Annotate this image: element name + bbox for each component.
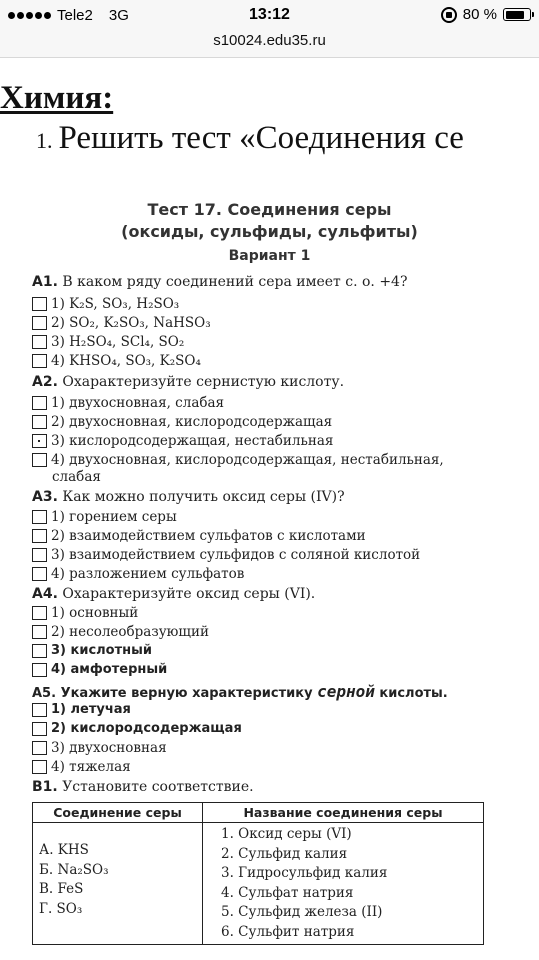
checkbox[interactable] <box>32 722 47 736</box>
option[interactable] <box>32 509 177 525</box>
question-id: A5. <box>32 686 57 701</box>
test-subtitle: (оксиды, сульфиды, сульфиты) <box>121 222 418 241</box>
option-label: 4) тяжелая <box>51 759 131 775</box>
option-label: 3) H₂SO₄, SCl₄, SO₂ <box>51 334 185 350</box>
option-continuation <box>52 469 101 485</box>
list-item: 6. Сульфит натрия <box>221 923 355 940</box>
checkbox[interactable] <box>32 663 47 677</box>
option-label: 4) разложением сульфатов <box>51 566 245 582</box>
page-title: Химия: <box>0 80 114 116</box>
list-item: А. KHS <box>39 842 89 858</box>
checkbox[interactable] <box>32 453 47 467</box>
question-id: A1. <box>32 274 58 290</box>
option[interactable] <box>32 334 184 350</box>
question-text: В каком ряду соединений сера имеет с. о. +4? <box>62 274 408 290</box>
checkbox[interactable] <box>32 354 47 368</box>
name-cell <box>203 823 484 945</box>
option-label: 3) взаимодействием сульфидов с соляной кислотой <box>51 547 421 563</box>
question-a2 <box>32 374 344 390</box>
question-a3 <box>32 489 345 505</box>
option-label: 2) взаимодействием сульфатов с кислотами <box>51 528 366 544</box>
option-label: 2) двухосновная, кислородсодержащая <box>51 414 333 430</box>
option[interactable] <box>32 452 444 468</box>
option[interactable] <box>32 662 167 677</box>
option[interactable] <box>32 395 224 411</box>
checkbox[interactable] <box>32 760 47 774</box>
list-item: Г. SO₃ <box>39 900 83 917</box>
question-text: Охарактеризуйте оксид серы (VI). <box>62 586 316 602</box>
option[interactable] <box>32 547 420 563</box>
option-label: 1) K₂S, SO₃, H₂SO₃ <box>51 296 180 312</box>
checkbox[interactable] <box>32 548 47 562</box>
option[interactable] <box>32 721 242 736</box>
option-label: 3) двухосновная <box>51 740 167 756</box>
checkbox[interactable] <box>32 644 47 658</box>
test-sheet <box>0 186 539 960</box>
checkbox[interactable] <box>32 567 47 581</box>
question-text: Укажите верную характеристику <box>60 686 313 701</box>
list-item: 3. Гидросульфид калия <box>221 865 388 881</box>
option-label: 4) амфотерный <box>51 662 168 677</box>
question-text: Охарактеризуйте сернистую кислоту. <box>62 374 345 390</box>
checkbox[interactable] <box>32 703 47 717</box>
option[interactable] <box>32 528 366 544</box>
question-b1 <box>32 779 254 795</box>
question-a4 <box>32 586 315 602</box>
option[interactable] <box>32 740 167 756</box>
option-label: 1) основный <box>51 605 139 621</box>
question-a5 <box>32 682 448 701</box>
checkbox[interactable] <box>32 335 47 349</box>
status-right <box>441 6 531 23</box>
option-label: 2) несолеобразующий <box>51 624 209 640</box>
question-id: A4. <box>32 586 58 602</box>
list-item: 5. Сульфид железа (II) <box>221 904 383 920</box>
option-label: 1) горением серы <box>51 509 177 525</box>
status-bar <box>0 0 539 32</box>
option[interactable] <box>32 605 138 621</box>
checkbox[interactable] <box>32 741 47 755</box>
battery-fill <box>506 11 524 19</box>
match-table <box>32 802 484 945</box>
compound-cell <box>33 823 203 945</box>
question-id: A2. <box>32 374 58 390</box>
option[interactable] <box>32 759 131 775</box>
list-item: Б. Na₂SO₃ <box>39 861 109 878</box>
option-label: 1) летучая <box>51 702 131 717</box>
option[interactable] <box>32 566 244 582</box>
question-text-end: кислоты. <box>379 686 448 701</box>
option-label: 1) двухосновная, слабая <box>51 395 225 411</box>
status-time: 13:12 <box>249 6 290 23</box>
column-header-compound: Соединение серы <box>33 803 203 823</box>
option[interactable] <box>32 702 131 717</box>
option[interactable] <box>32 414 332 430</box>
checkbox[interactable] <box>32 625 47 639</box>
question-id: B1. <box>32 779 58 795</box>
checkbox[interactable] <box>32 396 47 410</box>
test-variant: Вариант 1 <box>228 248 311 264</box>
question-id: A3. <box>32 489 58 505</box>
table-header-row <box>33 803 484 823</box>
option-label: 4) двухосновная, кислородсодержащая, нестабильная, <box>51 452 444 468</box>
checkbox[interactable] <box>32 434 47 448</box>
battery-percent: 80 % <box>462 6 497 23</box>
checkbox[interactable] <box>32 316 47 330</box>
question-text: Как можно получить оксид серы (IV)? <box>62 489 345 505</box>
option[interactable] <box>32 643 152 658</box>
option-label: 2) кислородсодержащая <box>51 721 242 736</box>
list-item: 2. Сульфид калия <box>221 845 348 862</box>
question-text: Установите соответствие. <box>62 779 254 795</box>
list-item: В. FeS <box>39 881 84 897</box>
option[interactable] <box>32 624 209 640</box>
list-item: 1. Оксид серы (VI) <box>221 826 352 842</box>
network-label: 3G <box>108 7 129 24</box>
task-text: Решить тест «Соединения се <box>58 120 464 156</box>
checkbox[interactable] <box>32 510 47 524</box>
table-row <box>33 823 484 945</box>
option[interactable] <box>32 353 201 369</box>
option-label: слабая <box>52 469 101 485</box>
option[interactable] <box>32 296 179 312</box>
test-title: Тест 17. Соединения серы <box>147 200 392 219</box>
option-label: 3) кислотный <box>51 643 152 658</box>
url-bar[interactable]: s10024.edu35.ru <box>0 30 539 58</box>
checkbox[interactable] <box>32 606 47 620</box>
checkbox[interactable] <box>32 415 47 429</box>
checkbox[interactable] <box>32 297 47 311</box>
option-label: 2) SO₂, K₂SO₃, NaHSO₃ <box>51 315 211 331</box>
task-line <box>36 120 464 157</box>
carrier-label: Tele2 <box>57 7 93 24</box>
option-label: 4) KHSO₄, SO₃, K₂SO₄ <box>51 353 201 369</box>
list-item: 4. Сульфат натрия <box>221 884 354 901</box>
option[interactable] <box>32 433 333 449</box>
checkbox[interactable] <box>32 529 47 543</box>
option-label: 3) кислородсодержащая, нестабильная <box>51 433 334 449</box>
battery-icon <box>503 8 531 21</box>
column-header-name: Название соединения серы <box>203 803 484 823</box>
rotation-lock-icon <box>441 7 457 23</box>
question-a1 <box>32 274 407 290</box>
handwritten-word: серной <box>317 682 375 701</box>
task-number: 1. <box>36 128 53 153</box>
option[interactable] <box>32 315 211 331</box>
